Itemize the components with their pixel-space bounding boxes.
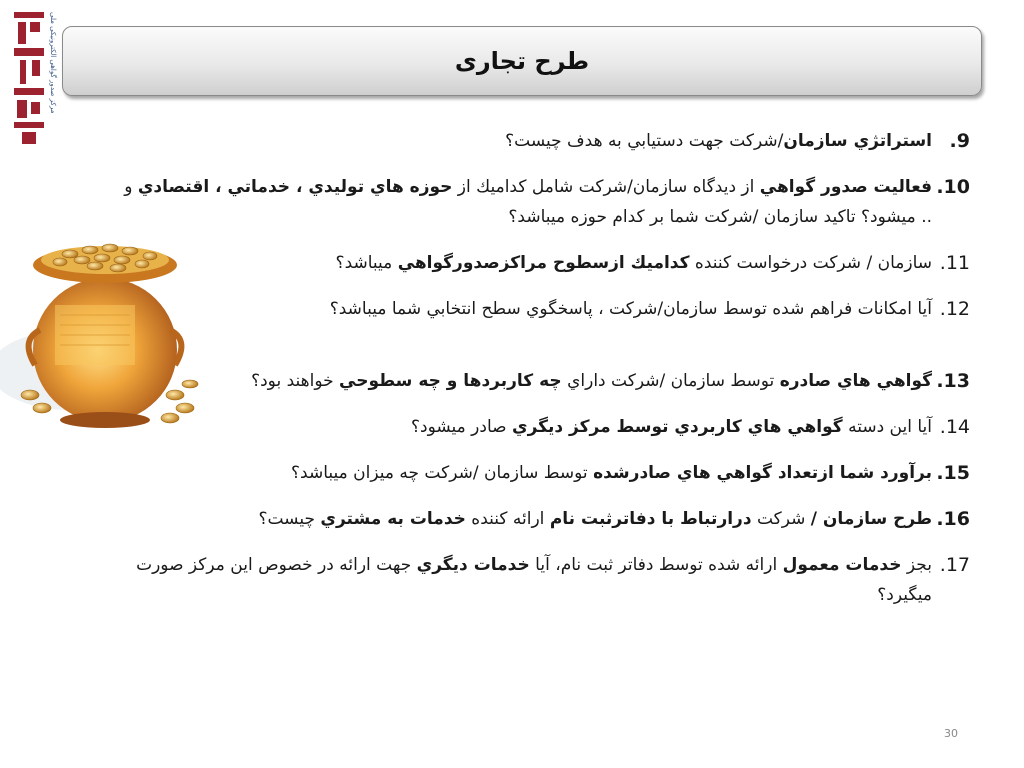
item-text: طرح سازمان / شركت درارتباط با دفاترثبت نام ارائه كننده خدمات به مشتري چيست؟ (258, 509, 932, 529)
item-number: 16. (936, 508, 970, 530)
title-box (62, 26, 982, 96)
list-item (120, 294, 970, 324)
item-number: 13. (936, 370, 970, 392)
item-text: گواهي هاي صادره توسط سازمان /شركت داراي چه كاربردها و چه سطوحي خواهند بود؟ (251, 371, 932, 391)
item-number: 12. (939, 298, 970, 320)
item-text: استراتژي سازمان/شركت جهت دستيابي به هدف چيست؟ (505, 131, 932, 151)
question-list (120, 126, 970, 610)
item-number: 17. (939, 554, 970, 576)
item-text: برآورد شما ازتعداد گواهي هاي صادرشده توسط سازمان /شركت چه ميزان ميباشد؟ (291, 463, 932, 483)
item-number: 14. (939, 416, 970, 438)
item-text: آيا امكانات فراهم شده توسط سازمان/شركت ، پاسخگوي سطح انتخابي شما ميباشد؟ (329, 299, 932, 319)
page-title: طرح تجاری (454, 47, 590, 75)
item-text: آيا اين دسته گواهي هاي كاربردي توسط مركز ديگري صادر ميشود؟ (411, 417, 932, 437)
list-item (120, 458, 970, 488)
logo-mark-icon (14, 12, 44, 144)
list-item (120, 412, 970, 442)
list-item (120, 366, 970, 396)
page-number: 30 (944, 727, 958, 740)
item-number: 11. (939, 252, 970, 274)
item-text: سازمان / شركت درخواست كننده كداميك ازسطوح مراكزصدورگواهي ميباشد؟ (335, 253, 932, 273)
list-item (120, 126, 970, 156)
item-text: فعاليت صدور گواهي از ديدگاه سازمان/شركت شامل كداميك از حوزه هاي توليدي ، خدماتي ، اقتصادي و .. ميشود؟ تاكيد سازمان /شركت شما بر كدام حوزه ميباشد؟ (124, 177, 932, 227)
logo (14, 12, 62, 144)
list-item (120, 550, 970, 610)
list-item (120, 172, 970, 232)
item-number: 9. (949, 130, 970, 152)
logo-subtitle: مرکز صدور گواهی الکترونیکی ملی (49, 12, 57, 114)
list-item (120, 504, 970, 534)
item-text: بجز خدمات معمول ارائه شده توسط دفاتر ثبت نام، آيا خدمات ديگري جهت ارائه در خصوص اين مركز صورت ميگيرد؟ (136, 555, 932, 605)
list-item (120, 248, 970, 278)
item-number: 15. (936, 462, 970, 484)
item-number: 10. (936, 176, 970, 198)
